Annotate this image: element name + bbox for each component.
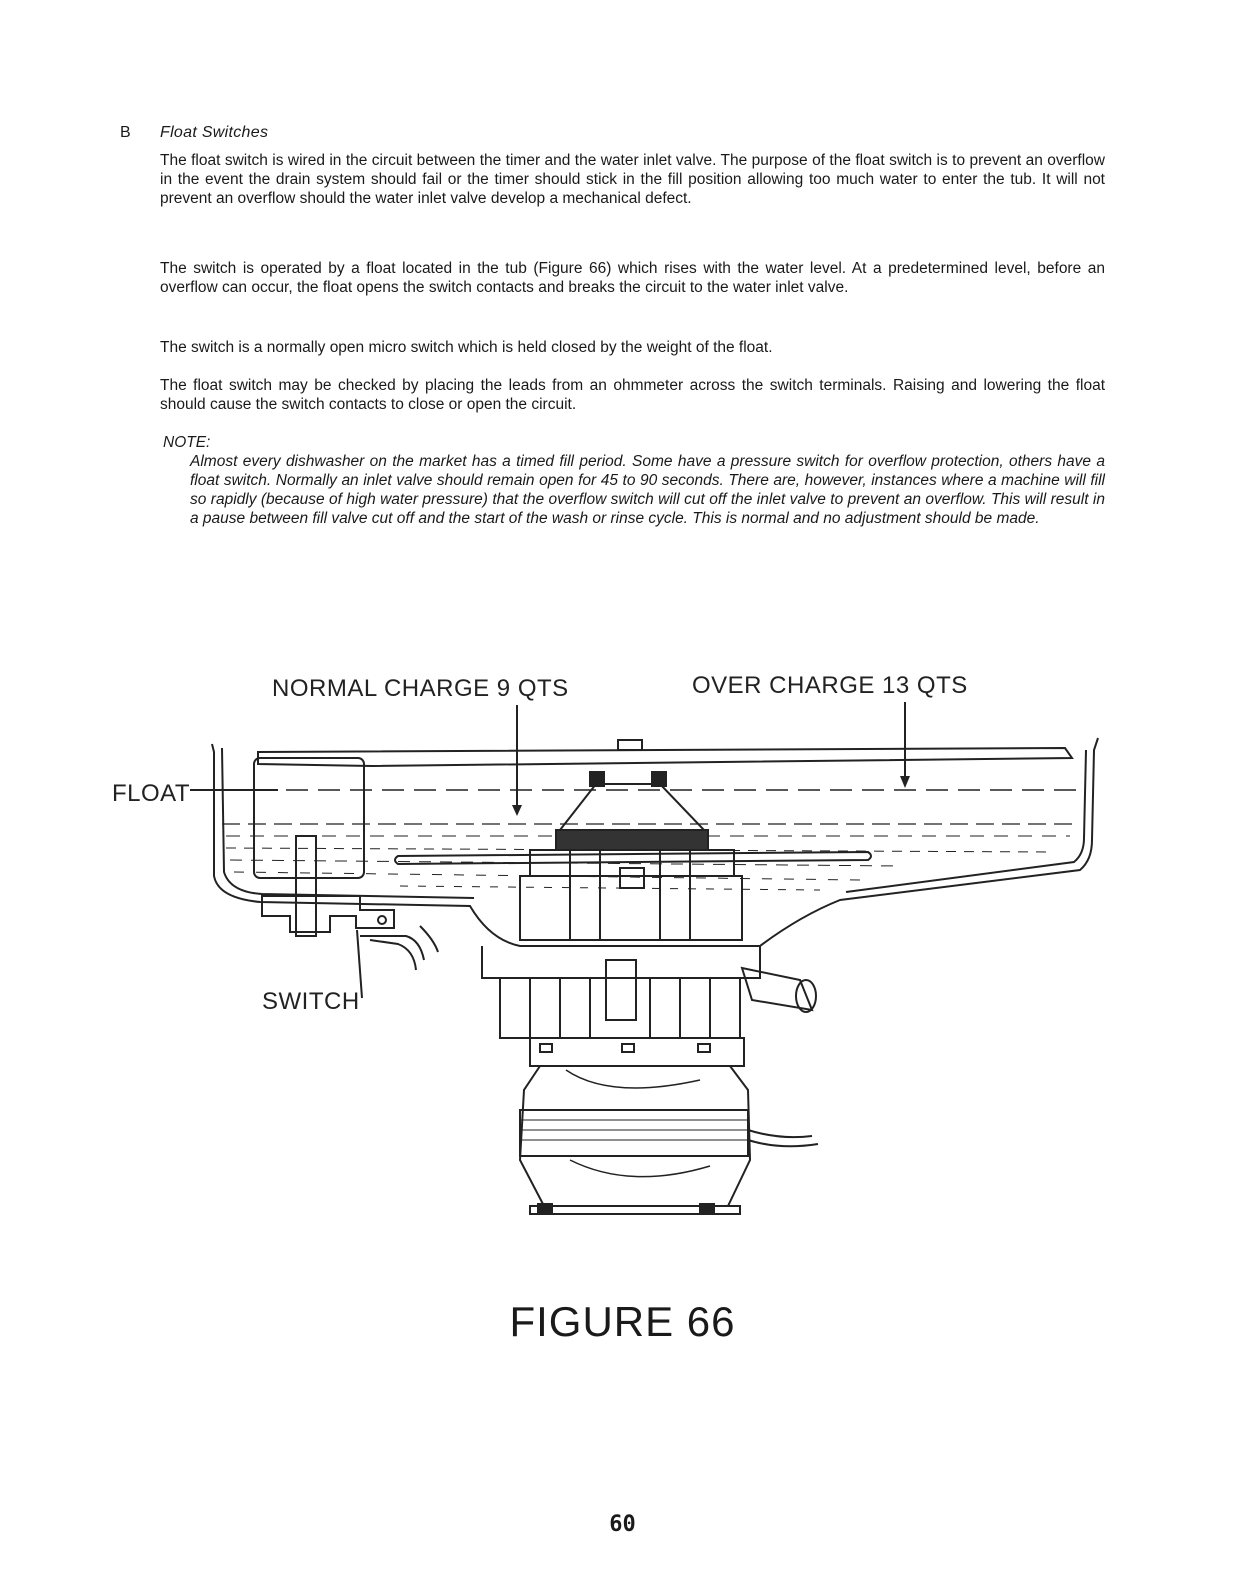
paragraph-testing: The float switch may be checked by placing the leads from an ohmmeter across the switch terminals. Raising and lowering the float should cause the switch contacts to close or open the circuit. bbox=[160, 377, 1105, 413]
figure-caption: FIGURE 66 bbox=[509, 1298, 736, 1345]
float-housing bbox=[254, 758, 364, 878]
motor bbox=[520, 1066, 750, 1206]
pump-tower bbox=[560, 784, 704, 830]
page-number: 60 bbox=[609, 1512, 636, 1537]
float-label: FLOAT bbox=[112, 780, 191, 807]
switch-label: SWITCH bbox=[262, 988, 360, 1015]
dishwasher-tub-illustration bbox=[0, 640, 1245, 1260]
normal-charge-label: NORMAL CHARGE 9 QTS bbox=[272, 675, 569, 702]
note-label: NOTE: bbox=[163, 434, 211, 451]
section-letter: B bbox=[120, 124, 131, 141]
sump-base bbox=[482, 946, 760, 978]
section-heading bbox=[120, 124, 268, 142]
spray-arm bbox=[258, 748, 1072, 766]
paragraph-switch-type: The switch is a normally open micro switch which is held closed by the weight of the float. bbox=[160, 339, 773, 356]
section-title: Float Switches bbox=[160, 124, 269, 141]
over-charge-label: OVER CHARGE 13 QTS bbox=[692, 672, 968, 699]
paragraph-operation: The switch is operated by a float located in the tub (Figure 66) which rises with the water level. At a predetermined level, before an overflow can occur, the float opens the switch contacts and breaks the circuit to the water inlet valve. bbox=[160, 260, 1105, 296]
note-text: Almost every dishwasher on the market has a timed fill period. Some have a pressure switch for overflow protection, others have a float switch. Normally an inlet valve should remain open for 45 to 90 seconds. There are, however, instances where a machine will fill so rapidly (because of high water pressure) that the overflow switch will cut off the inlet valve to prevent an overflow. This will result in a pause between fill valve cut off and the start of the wash or rinse cycle. This is normal and no adjustment should be made. bbox=[190, 453, 1105, 527]
float-switch-body bbox=[262, 896, 394, 932]
drain-outlet bbox=[742, 968, 812, 1010]
paragraph-purpose: The float switch is wired in the circuit between the timer and the water inlet valve. The purpose of the float switch is to prevent an overflow in the event the drain system should fail or the timer should stick in the fill position allowing too much water to enter the tub. It will not prevent an overflow should the water inlet valve develop a mechanical defect. bbox=[160, 152, 1105, 207]
